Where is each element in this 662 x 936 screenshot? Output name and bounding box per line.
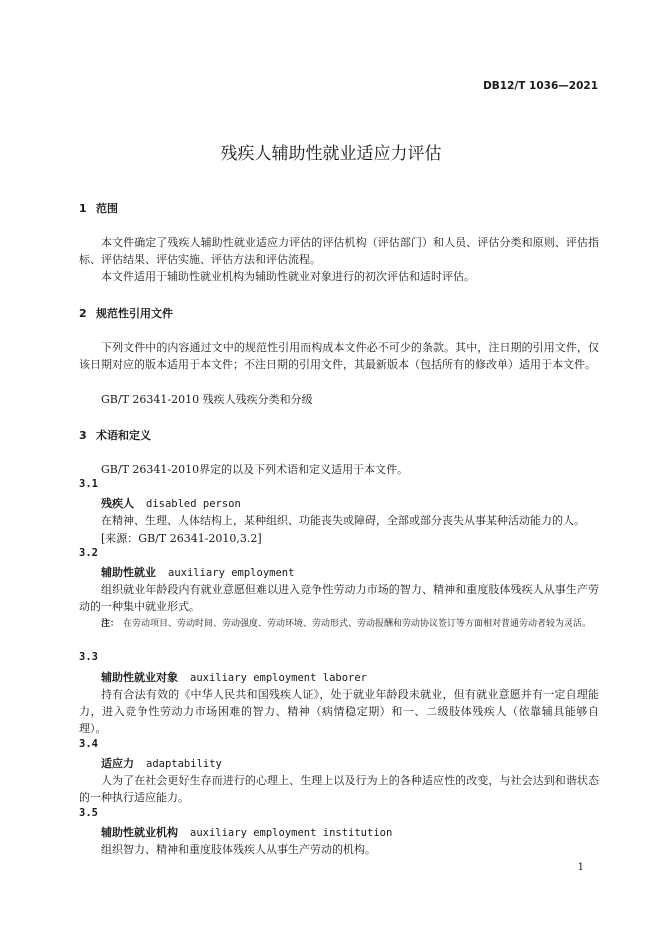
clause-3-5-definition: 组织智力、精神和重度肢体残疾人从事生产劳动的机构。: [101, 843, 376, 856]
section-2-title: 规范性引用文件: [96, 307, 173, 320]
section-3-title: 术语和定义: [96, 429, 151, 442]
clause-3-2-term: [101, 564, 294, 580]
term-chinese: 残疾人: [101, 497, 134, 510]
note-label: 注：: [101, 619, 120, 629]
clause-3-2-definition: 组织就业年龄段内有就业意愿但难以进入竞争性劳动力市场的智力、精神和重度肢体残疾人从事生产劳动的一种集中就业形式。: [79, 583, 599, 613]
section-1-title: 范围: [96, 202, 118, 215]
section-2-heading: [79, 305, 173, 321]
term-chinese: 辅助性就业机构: [101, 826, 178, 839]
section-1-paragraph-2: 本文件适用于辅助性就业机构为辅助性就业对象进行的初次评估和适时评估。: [101, 270, 475, 283]
term-chinese: 辅助性就业: [101, 566, 156, 579]
clause-3-3-definition: 持有合法有效的《中华人民共和国残疾人证》，处于就业年龄段未就业，但有就业意愿并有一定自理能力，进入竞争性劳动力市场困难的智力、精神（病情稳定期）和一、二级肢体残疾人（依靠辅具能够自理）。: [79, 688, 599, 735]
clause-3-5-number: 3.5: [79, 807, 98, 819]
section-3-intro: GB/T 26341-2010界定的以及下列术语和定义适用于本文件。: [101, 463, 409, 476]
clause-3-1-number: 3.1: [79, 478, 98, 490]
section-1-paragraph-1: 本文件确定了残疾人辅助性就业适应力评估的评估机构（评估部门）和人员、评估分类和原则、评估指标、评估结果、评估实施、评估方法和评估流程。: [79, 236, 599, 266]
clause-3-5-term: [101, 824, 392, 840]
term-chinese: 辅助性就业对象: [101, 671, 178, 684]
note-text: 在劳动项目、劳动时间、劳动强度、劳动环境、劳动形式、劳动报酬和劳动协议签订等方面相对普通劳动者较为灵活。: [123, 619, 592, 629]
clause-3-4-number: 3.4: [79, 738, 98, 750]
clause-3-3-term: [101, 669, 367, 685]
clause-3-4-term: [101, 755, 222, 771]
term-english: auxiliary employment: [168, 567, 295, 579]
section-2-number: 2: [79, 307, 87, 320]
document-number: DB12/T 1036—2021: [483, 80, 598, 92]
section-1-number: 1: [79, 202, 87, 215]
clause-3-3-number: 3.3: [79, 651, 98, 663]
clause-3-2-number: 3.2: [79, 547, 98, 559]
term-chinese: 适应力: [101, 757, 134, 770]
clause-3-1-definition: 在精神、生理、人体结构上，某种组织、功能丧失或障碍，全部或部分丧失从事某种活动能力的人。: [101, 514, 585, 527]
section-3-number: 3: [79, 429, 87, 442]
term-english: adaptability: [146, 758, 222, 770]
term-english: disabled person: [146, 498, 241, 510]
term-english: auxiliary employment laborer: [190, 672, 368, 684]
normative-reference: GB/T 26341-2010 残疾人残疾分类和分级: [101, 393, 313, 406]
clause-3-4-definition: 人为了在社会更好生存而进行的心理上、生理上以及行为上的各种适应性的改变，与社会达到和谐状态的一种执行适应能力。: [79, 774, 599, 804]
clause-3-1-term: [101, 495, 241, 511]
page-number: 1: [577, 862, 584, 873]
term-english: auxiliary employment institution: [190, 827, 393, 839]
section-1-heading: [79, 200, 118, 216]
document-title: 残疾人辅助性就业适应力评估: [220, 144, 442, 164]
clause-3-2-note: [101, 616, 599, 632]
section-2-paragraph-1: 下列文件中的内容通过文中的规范性引用而构成本文件必不可少的条款。其中，注日期的引用文件，仅该日期对应的版本适用于本文件；不注日期的引用文件，其最新版本（包括所有的修改单）适用于本文件。: [79, 341, 599, 371]
section-3-heading: [79, 427, 151, 443]
clause-3-1-source: [来源：GB/T 26341-2010,3.2]: [101, 532, 262, 545]
